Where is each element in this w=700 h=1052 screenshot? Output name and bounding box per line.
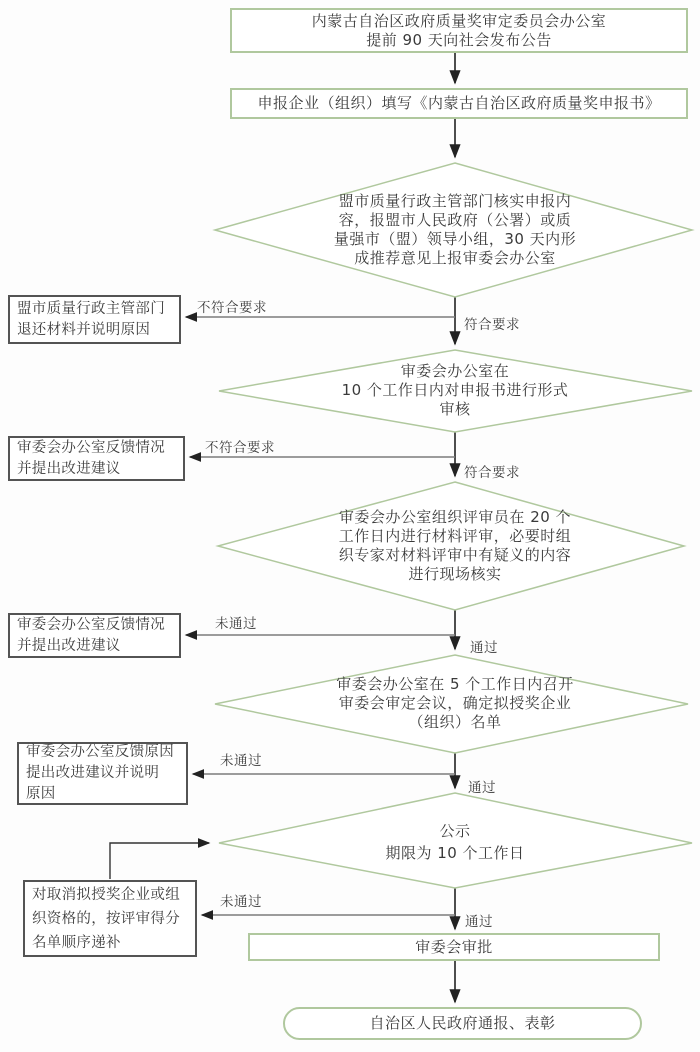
text-line: 进行现场核实: [408, 565, 502, 583]
text-line: 审委会审定会议，确定拟授奖企业: [338, 694, 572, 712]
text-line: 盟市质量行政主管部门: [17, 300, 165, 317]
text-line: 对取消拟授奖企业或组: [32, 886, 180, 903]
text-line: 10 个工作日内对申报书进行形式: [341, 381, 569, 399]
text-line: 成推荐意见上报审委会办公室: [354, 249, 556, 267]
edge-label-verify-pass: 符合要求: [464, 317, 520, 333]
text-line: 期限为 10 个工作日: [385, 844, 525, 862]
arrow-replace-to-publicity: [110, 843, 209, 879]
edge-label-material-pass: 通过: [470, 640, 498, 656]
announcement-line-1: 内蒙古自治区政府质量奖审定委员会办公室: [311, 11, 607, 30]
edge-label-publicity-pass: 通过: [465, 914, 493, 930]
approve-text: 审委会审批: [415, 937, 493, 956]
text-line: 并提出改进建议: [17, 637, 121, 654]
text-line: 工作日内进行材料评审，必要时组: [338, 527, 572, 545]
node-committee-approval: [248, 933, 660, 961]
text-line: 织资格的，按评审得分: [32, 910, 180, 927]
node-apply: [230, 88, 688, 119]
text-line: 审委会办公室组织评审员在 20 个: [338, 508, 572, 526]
diamond-decision-meeting-text: [336, 675, 574, 732]
diamond-league-verify-text: [334, 192, 576, 268]
node-return-materials: [8, 295, 181, 344]
node-replace-candidates: [23, 880, 197, 957]
edge-label-publicity-fail: 未通过: [220, 894, 262, 910]
diamond-form-review-text: [342, 362, 569, 419]
text-line: 量强市（盟）领导小组，30 天内形: [333, 230, 577, 248]
text-line: 审核: [439, 400, 471, 418]
text-line: 审委会办公室反馈原因: [26, 744, 174, 760]
node-feedback-material: [8, 613, 181, 658]
text-line: 提出改进建议并说明: [26, 765, 160, 781]
text-line: 审委会办公室在 5 个工作日内召开: [336, 675, 574, 693]
text-line: 退还材料并说明原因: [17, 321, 151, 338]
text-line: 织专家对材料评审中有疑义的内容: [338, 546, 572, 564]
text-line: 盟市质量行政主管部门核实申报内: [338, 192, 572, 210]
text-line: （组织）名单: [408, 713, 502, 731]
node-feedback-form: [8, 436, 185, 481]
edge-label-form-pass: 符合要求: [464, 465, 520, 481]
text-line: 名单顺序递补: [32, 934, 121, 951]
edge-label-decision-pass: 通过: [468, 780, 496, 796]
text-line: 容，报盟市人民政府（公署）或质: [338, 211, 572, 229]
edge-label-form-fail: 不符合要求: [205, 440, 275, 456]
node-final-commendation: [283, 1007, 642, 1040]
text-line: 原因: [26, 786, 56, 802]
text-line: 并提出改进建议: [17, 460, 121, 477]
edge-label-verify-fail: 不符合要求: [197, 300, 267, 316]
node-feedback-decision: [17, 742, 188, 805]
diamond-material-review-text: [339, 508, 572, 584]
edge-label-material-fail: 未通过: [215, 616, 257, 632]
node-announcement: [230, 8, 688, 53]
apply-text: 申报企业（组织）填写《内蒙古自治区政府质量奖申报书》: [257, 94, 661, 112]
final-text: 自治区人民政府通报、表彰: [369, 1014, 556, 1032]
announcement-line-2: 提前 90 天向社会发布公告: [366, 30, 552, 49]
text-line: 审委会办公室反馈情况: [17, 616, 165, 633]
text-line: 公示: [439, 822, 471, 840]
text-line: 审委会办公室反馈情况: [17, 439, 165, 456]
edge-label-decision-fail: 未通过: [220, 753, 262, 769]
diamond-publicity-text: [385, 820, 524, 864]
text-line: 审委会办公室在: [400, 362, 510, 380]
